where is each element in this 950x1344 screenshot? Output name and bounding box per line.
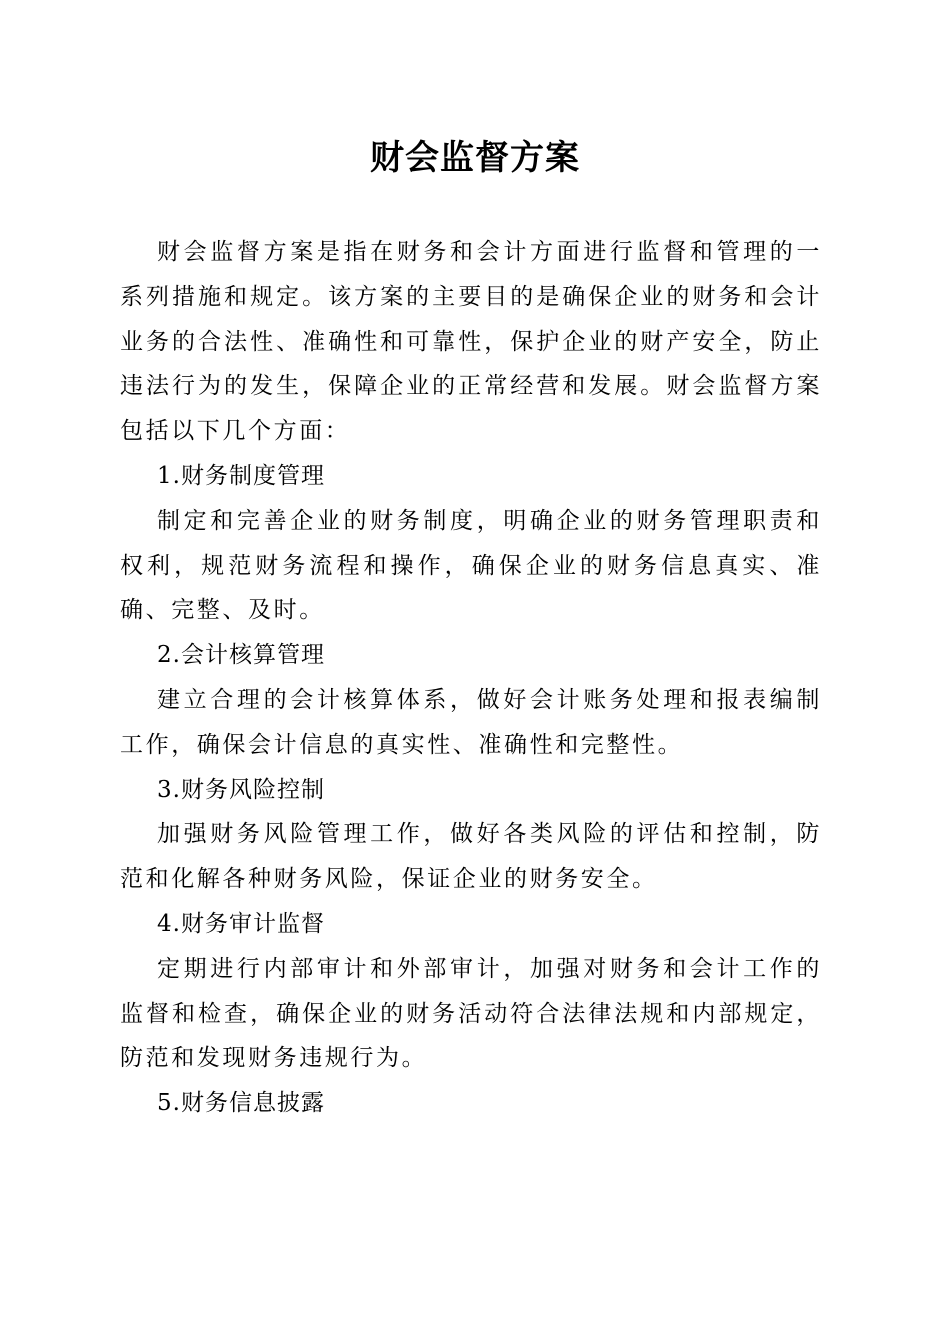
section-heading-1: 1.财务制度管理 bbox=[157, 462, 325, 489]
section-paragraph-2: 建立合理的会计核算体系，做好会计账务处理和报表编制工作，确保会计信息的真实性、准确性和完整性。 bbox=[120, 686, 822, 758]
section-heading-4: 4.财务审计监督 bbox=[157, 910, 325, 937]
section-paragraph-1: 制定和完善企业的财务制度，明确企业的财务管理职责和权利，规范财务流程和操作，确保企业的财务信息真实、准确、完整、及时。 bbox=[120, 507, 822, 624]
section-heading-3: 3.财务风险控制 bbox=[157, 776, 325, 803]
section-heading-2: 2.会计核算管理 bbox=[157, 642, 325, 669]
document-body bbox=[120, 230, 822, 1126]
section-paragraph-4: 定期进行内部审计和外部审计，加强对财务和会计工作的监督和检查，确保企业的财务活动符合法律法规和内部规定，防范和发现财务违规行为。 bbox=[120, 955, 822, 1072]
section-heading-5: 5.财务信息披露 bbox=[157, 1090, 325, 1117]
section-paragraph-3: 加强财务风险管理工作，做好各类风险的评估和控制，防范和化解各种财务风险，保证企业的财务安全。 bbox=[120, 821, 822, 893]
document-title: 财会监督方案 bbox=[370, 138, 580, 178]
intro-paragraph: 财会监督方案是指在财务和会计方面进行监督和管理的一系列措施和规定。该方案的主要目的是确保企业的财务和会计业务的合法性、准确性和可靠性，保护企业的财产安全，防止违法行为的发生，保障企业的正常经营和发展。财会监督方案包括以下几个方面： bbox=[120, 239, 822, 445]
